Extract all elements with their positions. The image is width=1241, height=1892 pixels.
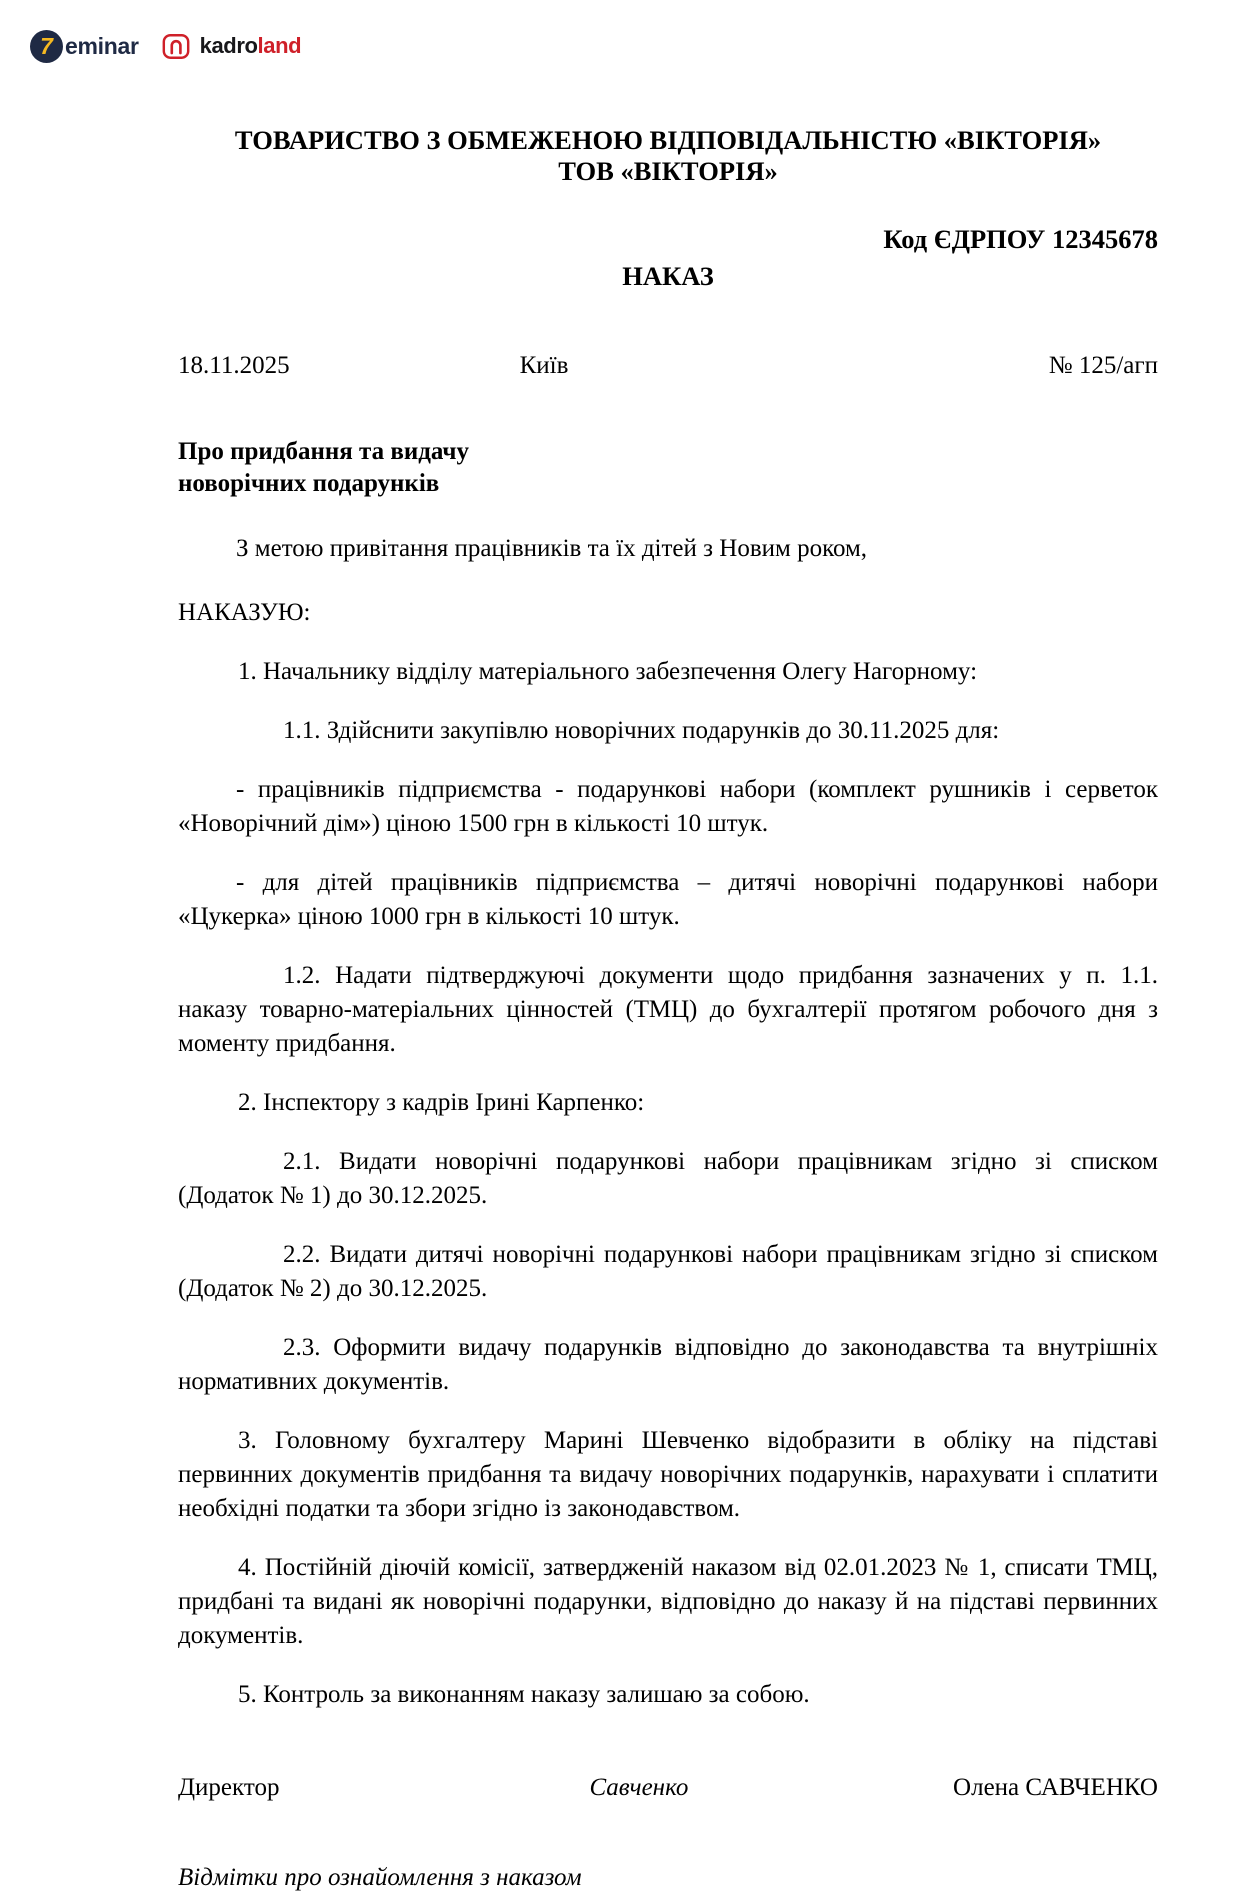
clause-item: 1.2. Надати підтверджуючі документи щодо придбання зазначених у п. 1.1. наказу товарно-матеріальних цінностей (ТМЦ) до бухгалтерії протягом робочого дня з моменту придбання. (178, 961, 1158, 1057)
clause-item: 2.1. Видати новорічні подарункові набори працівникам згідно зі списком (Додаток № 1) до 30.12.2025. (178, 1147, 1158, 1209)
document-number: № 125/агп (1048, 351, 1158, 379)
document-kind-heading: НАКАЗ (622, 260, 714, 291)
clause-item: - працівників підприємства - подарункові набори (комплект рушників і серветок «Новорічний дім») ціною 1500 грн в кількості 10 штук. (178, 775, 1158, 837)
acknowledgement-note: Відмітки про ознайомлення з наказом (178, 1863, 582, 1891)
organization-full-name: ТОВАРИСТВО З ОБМЕЖЕНОЮ ВІДПОВІДАЛЬНІСТЮ «ВІКТОРІЯ» (234, 125, 1102, 155)
clause-item: 4. Постійній діючій комісії, затвердженій наказом від 02.01.2023 № 1, списати ТМЦ, придбані та видані як новорічні подарунки, відповідно до наказу й на підставі первинних документів. (178, 1553, 1158, 1649)
clause-list (178, 655, 1158, 1712)
seminar-seven-icon: 7 (30, 30, 63, 63)
clause-item: 5. Контроль за виконанням наказу залишаю за собою. (238, 1680, 810, 1708)
clause-item: 2.2. Видати дитячі новорічні подарункові набори працівникам згідно зі списком (Додаток № 2) до 30.12.2025. (178, 1240, 1158, 1302)
document-meta-row (178, 352, 1158, 380)
signatory-role: Директор (178, 1773, 280, 1801)
order-keyword: НАКАЗУЮ: (178, 598, 311, 626)
subject-line-1: Про придбання та видачу (178, 437, 470, 465)
clause-item: - для дітей працівників підприємства – дитячі новорічні подарункові набори «Цукерка» ціною 1000 грн в кількості 10 штук. (178, 868, 1158, 930)
subject-line-2: новорічних подарунків (178, 470, 440, 498)
clause-item: 3. Головному бухгалтеру Марині Шевченко відобразити в обліку на підставі первинних документів придбання та видачу новорічних подарунків, нарахувати і сплатити необхідні податки та збори згідно із законодавством. (178, 1426, 1158, 1522)
clause-item: 1. Начальнику відділу матеріального забезпечення Олегу Нагорному: (238, 657, 978, 685)
document-subject (178, 436, 1158, 501)
document-date: 18.11.2025 (178, 351, 290, 379)
document-city: Київ (519, 351, 569, 379)
document-preamble: З метою привітання працівників та їх дітей з Новим роком, (236, 534, 868, 562)
edrpou-code: Код ЄДРПОУ 12345678 (883, 223, 1158, 254)
organization-title (178, 125, 1158, 188)
kadroland-word-dark: kadro (199, 33, 258, 58)
kadroland-word-red: land (257, 33, 302, 58)
signature-autograph: Савченко (589, 1773, 689, 1801)
seminar-logo-text: eminar (65, 32, 139, 59)
signatory-name: Олена САВЧЕНКО (953, 1773, 1158, 1801)
clause-item: 2.3. Оформити видачу подарунків відповідно до законодавства та внутрішніх нормативних документів. (178, 1333, 1158, 1395)
document-body (178, 0, 1158, 1892)
signature-row (178, 1774, 1158, 1802)
clause-item: 1.1. Здійснити закупівлю новорічних подарунків до 30.11.2025 для: (283, 716, 1000, 744)
organization-short-name: ТОВ «ВІКТОРІЯ» (558, 156, 778, 187)
clause-item: 2. Інспектору з кадрів Ірині Карпенко: (238, 1088, 645, 1116)
